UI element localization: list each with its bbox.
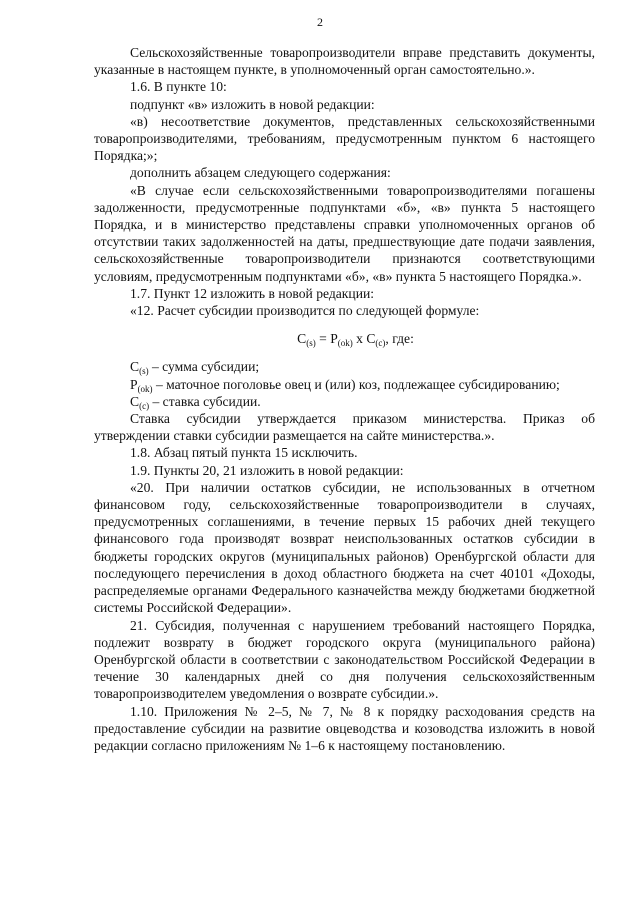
definition-text: – сумма субсидии; bbox=[148, 359, 260, 375]
document-body bbox=[94, 44, 595, 754]
formula-subscript: (ok) bbox=[337, 338, 353, 349]
definition-line bbox=[94, 376, 595, 393]
formula-symbol: С bbox=[366, 331, 376, 347]
paragraph: «20. При наличии остатков субсидии, не использованных в отчетном финансовом году, сельскохозяйственные товаропроизводители в случаях, предусмотренных соглашениями, в течение первых 15 рабочих дней текущего финансового года производят возврат неиспользованных остатков субсидии в бюджеты городских округов (муниципальных районов) Оренбургской области для последующего перечисления в доход областного бюджета на счет 40101 «Доходы, распределяемые органами Федерального казначейства между бюджетами бюджетной системы Российской Федерации». bbox=[94, 479, 595, 616]
formula-symbol: С bbox=[297, 331, 307, 347]
formula-tail: , где: bbox=[385, 331, 414, 347]
formula-symbol: Р bbox=[330, 331, 338, 347]
definition-line bbox=[94, 393, 595, 410]
paragraph: 1.8. Абзац пятый пункта 15 исключить. bbox=[130, 445, 358, 461]
definition-symbol: С bbox=[130, 359, 140, 375]
paragraph: Ставка субсидии утверждается приказом министерства. Приказ об утверждении ставки субсидии размещается на сайте министерства.». bbox=[94, 411, 595, 444]
paragraph: дополнить абзацем следующего содержания: bbox=[130, 165, 391, 181]
definition-line bbox=[94, 358, 595, 375]
formula-subscript: (c) bbox=[375, 338, 386, 349]
definition-subscript: (s) bbox=[139, 366, 149, 377]
paragraph: 1.9. Пункты 20, 21 изложить в новой редакции: bbox=[130, 462, 404, 478]
formula-operator: = bbox=[315, 331, 331, 347]
subsidy-formula bbox=[94, 330, 595, 347]
definition-text: – маточное поголовье овец и (или) коз, подлежащее субсидированию; bbox=[152, 376, 560, 392]
formula-subscript: (s) bbox=[306, 338, 316, 349]
page-number: 2 bbox=[317, 15, 323, 29]
paragraph: 21. Субсидия, полученная с нарушением требований настоящего Порядка, подлежит возврату в бюджет городского округа (муниципального района) Оренбургской области в соответствии с законодательством Российской Федерации в течение 30 календарных дней со дня получения сельскохозяйственным товаропроизводителем уведомления о возврате субсидии.». bbox=[94, 617, 595, 702]
paragraph: «В случае если сельскохозяйственными товаропроизводителями погашены задолженности, предусмотренные подпунктами «б», «в» пункта 5 настоящего Порядка, и в министерство представлены справки уполномоченных органов об отсутствии таких задолженностей на даты, предшествующие дате подачи заявления, сельскохозяйственные товаропроизводители признаются соответствующими условиям, предусмотренным подпунктами «б», «в» пункта 5 настоящего Порядка.». bbox=[94, 182, 595, 284]
paragraph: 1.7. Пункт 12 изложить в новой редакции: bbox=[130, 285, 375, 301]
paragraph: 1.10. Приложения № 2–5, № 7, № 8 к порядку расходования средств на предоставление субсидии на развитие овцеводства и козоводства изложить в новой редакции согласно приложениям № 1–6 к настоящему постановлению. bbox=[94, 703, 595, 753]
paragraph: подпункт «в» изложить в новой редакции: bbox=[130, 96, 375, 112]
definition-text: – ставка субсидии. bbox=[149, 393, 261, 409]
definition-symbol: С bbox=[130, 393, 140, 409]
paragraph: Сельскохозяйственные товаропроизводители вправе представить документы, указанные в настоящем пункте, в уполномоченный орган самостоятельно.». bbox=[94, 45, 595, 78]
definition-subscript: (c) bbox=[139, 400, 150, 411]
definition-symbol: Р bbox=[130, 376, 138, 392]
definition-subscript: (ok) bbox=[137, 383, 153, 394]
paragraph: «в) несоответствие документов, представленных сельскохозяйственными товаропроизводителями, требованиям, предусмотренным пунктом 6 настоящего Порядка;»; bbox=[94, 113, 595, 164]
formula-operator: х bbox=[352, 331, 367, 347]
paragraph: 1.6. В пункте 10: bbox=[130, 79, 227, 95]
paragraph: «12. Расчет субсидии производится по следующей формуле: bbox=[130, 303, 480, 319]
